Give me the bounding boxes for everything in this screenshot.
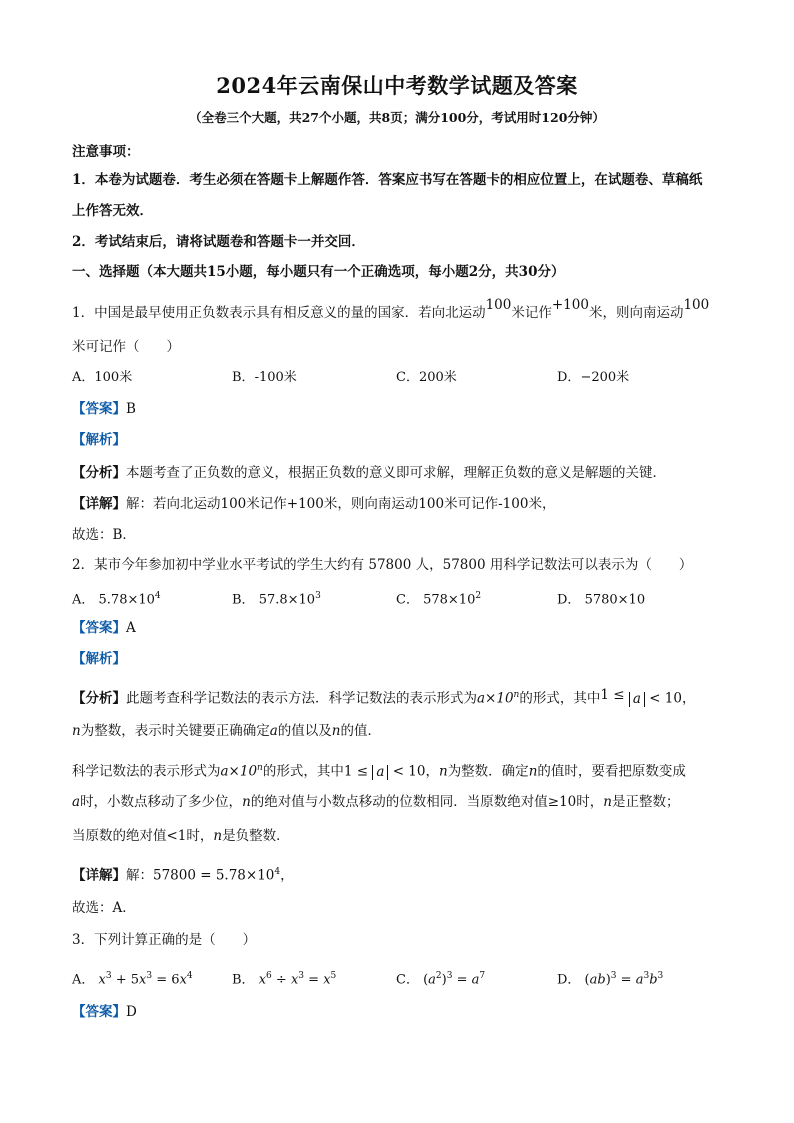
notice-item-1-line-2: 上作答无效． bbox=[72, 203, 153, 219]
notice-item-1-line-1: 1．本卷为试题卷．考生必须在答题卡上解题作答．答案应书写在答题卡的相应位置上，在试题卷、草稿纸 bbox=[72, 172, 703, 188]
q1-option-a: A．100米 bbox=[72, 370, 133, 385]
q3-option-d: D． $(ab)^3 = a^3b^3$ bbox=[557, 971, 664, 988]
q1-detail: 【详解】解：若向北运动100米记作+100米，则向南运动100米可记作-100米， bbox=[72, 496, 556, 512]
section-1-heading: 一、选择题（本大题共15小题，每小题只有一个正确选项，每小题2分，共30分） bbox=[72, 264, 565, 280]
q2-option-c: C． $578\times 10^2$ bbox=[396, 591, 482, 608]
q2-answer: 【答案】A bbox=[72, 620, 136, 636]
q2-analysis-line-4: a时，小数点移动了多少位，n的绝对值与小数点移动的位数相同．当原数绝对值≥10时，n是正整数； bbox=[72, 794, 680, 810]
q2-detail: 【详解】解：$57800 = 5.78\times 10^4$， bbox=[72, 867, 294, 884]
q1-analysis-heading: 【解析】 bbox=[72, 432, 126, 448]
q1-analysis: 【分析】本题考查了正负数的意义，根据正负数的意义即可求解，理解正负数的意义是解题的关键． bbox=[72, 465, 666, 481]
notice-heading: 注意事项： bbox=[72, 144, 140, 160]
q2-option-a: A． $5.78\times 10^4$ bbox=[72, 591, 161, 608]
q2-option-b: B． $57.8\times 10^3$ bbox=[232, 591, 321, 608]
q1-option-d: D．−200米 bbox=[557, 370, 630, 385]
q1-stem: 1．中国是最早使用正负数表示具有相反意义的量的国家．若向北运动100米记作+100米，则向南运动100 bbox=[72, 297, 710, 321]
q1-option-b: B．-100米 bbox=[232, 370, 297, 385]
q2-option-d: D． 5780×10 bbox=[557, 592, 646, 608]
notice-item-2: 2．考试结束后，请将试题卷和答题卡一并交回． bbox=[72, 234, 365, 250]
q3-option-b: B． $x^6 \div x^3 = x^5$ bbox=[232, 971, 337, 988]
q2-analysis-heading: 【解析】 bbox=[72, 651, 126, 667]
q3-stem: 3．下列计算正确的是（ ） bbox=[72, 932, 257, 948]
q2-analysis-line-3: 科学记数法的表示形式为$a\times 10^n$的形式，其中1 ≤ a < 10，n为整数．确定n的值时，要看把原数变成 bbox=[72, 763, 686, 780]
q3-option-a: A． $x^3 + 5x^3 = 6x^4$ bbox=[72, 971, 193, 988]
q1-choice: 故选：B． bbox=[72, 527, 136, 543]
q3-option-c: C． $(a^2)^3 = a^7$ bbox=[396, 971, 486, 988]
page-title: 2024年云南保山中考数学试题及答案 bbox=[216, 73, 578, 98]
q2-analysis-line-2: n为整数，表示时关键要正确确定a的值以及n的值． bbox=[72, 723, 381, 739]
q2-stem: 2．某市今年参加初中学业水平考试的学生大约有 57800 人，57800 用科学记数法可以表示为（ ） bbox=[72, 557, 693, 573]
q1-stem-line-2: 米可记作（ ） bbox=[72, 339, 180, 355]
q2-analysis-line-5: 当原数的绝对值<1时，n是负整数． bbox=[72, 828, 290, 844]
q1-answer: 【答案】B bbox=[72, 401, 136, 417]
q3-answer: 【答案】D bbox=[72, 1004, 137, 1020]
q2-choice: 故选：A． bbox=[72, 900, 136, 916]
q1-option-c: C．200米 bbox=[396, 370, 457, 385]
page-subtitle: （全卷三个大题，共27个小题，共8页；满分100分，考试用时120分钟） bbox=[189, 110, 605, 125]
q2-analysis-line-1: 【分析】此题考查科学记数法的表示方法．科学记数法的表示形式为$a\times 10^n$的形式，其中1 ≤ a < 10， bbox=[72, 686, 696, 707]
